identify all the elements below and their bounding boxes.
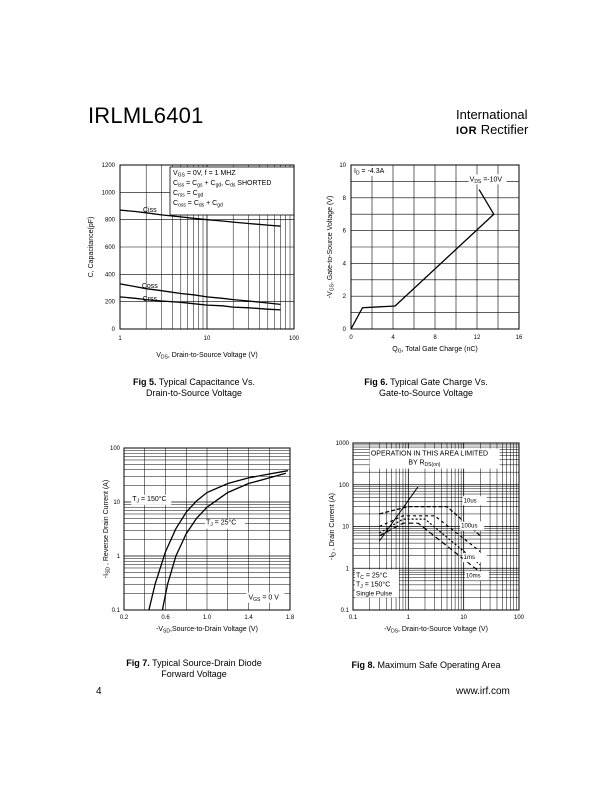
legend-line-2: $C_{iss} = C_{gs} + C_{gd}$, $C_{ds}$ SHORTED bbox=[173, 180, 272, 189]
source-drain-diode-chart bbox=[98, 440, 308, 640]
x-tick-label: 1.0 bbox=[202, 615, 212, 621]
x-axis-label: $-V_{SD},Source-to$-Drain Voltage (V) bbox=[156, 626, 258, 635]
y-tick-label: 1000 bbox=[101, 190, 115, 197]
x-tick-label: 1.4 bbox=[244, 615, 253, 621]
x-tick-label: 1 bbox=[118, 336, 122, 342]
x-tick-label: 10 bbox=[203, 336, 211, 342]
annotation-id: $I_D = -4.3A$ bbox=[354, 168, 385, 177]
x-tick-label: 0.2 bbox=[119, 615, 129, 621]
fig7-label: Fig 7. bbox=[126, 658, 150, 668]
fig5-text: Typical Capacitance Vs. bbox=[158, 377, 255, 387]
x-tick-label: 4 bbox=[391, 335, 395, 341]
y-axis-label: $-I_D$ , Drain Current (A) bbox=[329, 492, 338, 561]
y-tick-label: 1 bbox=[345, 566, 349, 573]
x-tick-label: 100 bbox=[288, 336, 300, 342]
y-tick-label: 800 bbox=[104, 217, 115, 224]
fig6-text: Typical Gate Charge Vs. bbox=[390, 377, 488, 387]
y-tick-label: 8 bbox=[342, 195, 346, 202]
fig8-label: Fig 8. bbox=[351, 660, 375, 670]
capacitance-chart bbox=[80, 155, 310, 365]
page-number: 4 bbox=[96, 686, 102, 697]
y-tick-label: 1000 bbox=[335, 441, 349, 447]
x-tick-label: 0 bbox=[349, 335, 353, 341]
fig6-label: Fig 6. bbox=[364, 377, 388, 387]
x-tick-label: 0.6 bbox=[161, 615, 170, 621]
y-tick-label: 200 bbox=[104, 299, 115, 306]
annotation-vds: $V_{DS} =-10V$ bbox=[469, 176, 503, 185]
fig7-text2: Forward Voltage bbox=[161, 669, 227, 679]
x-tick-label: 1.8 bbox=[285, 615, 295, 621]
series-label-10ms: 10ms bbox=[465, 573, 481, 580]
y-tick-label: 10 bbox=[113, 500, 120, 506]
x-tick-label: 12 bbox=[473, 335, 481, 341]
annotation-tj: $T_J = 150^\circ C$ bbox=[356, 581, 391, 591]
y-tick-label: 6 bbox=[342, 228, 346, 235]
y-tick-label: 100 bbox=[338, 482, 349, 489]
ior-logo-mark: IOR bbox=[456, 125, 478, 137]
y-tick-label: 0 bbox=[342, 327, 346, 333]
fig7-caption bbox=[104, 658, 284, 680]
fig8-text: Maximum Safe Operating Area bbox=[377, 660, 501, 670]
series-line-tj150 bbox=[149, 471, 288, 610]
y-tick-label: 4 bbox=[342, 261, 346, 268]
x-tick-label: 16 bbox=[515, 335, 523, 341]
annotation-limit-line1: OPERATION IN THIS AREA LIMITED bbox=[370, 450, 489, 458]
part-number: IRLML6401 bbox=[88, 103, 204, 128]
fig6-text2: Gate-to-Source Voltage bbox=[378, 388, 474, 398]
fig5-caption bbox=[104, 377, 284, 399]
annotation-limit-line2: BY $R_{DS(on)}$ bbox=[408, 459, 441, 469]
x-tick-label: 1 bbox=[406, 615, 411, 621]
fig5-label: Fig 5. bbox=[133, 377, 157, 387]
annotation-vgs: $V_{GS} = 0$ V bbox=[248, 594, 279, 604]
y-axis-label: $-I_{SD}$ , Reverse Drain Current (A) bbox=[103, 479, 112, 579]
company-logo-line2 bbox=[456, 122, 528, 137]
series-line-100us bbox=[379, 516, 480, 552]
website-url: www.irf.com bbox=[456, 686, 510, 697]
y-axis-label: C, Capacitance(pF) bbox=[88, 216, 95, 278]
fig8-caption bbox=[326, 660, 526, 671]
series-line-10us bbox=[379, 507, 480, 536]
y-tick-label: 600 bbox=[104, 245, 115, 251]
safe-operating-area-chart bbox=[320, 440, 530, 640]
gate-charge-chart bbox=[320, 155, 530, 365]
y-tick-label: 100 bbox=[109, 446, 120, 452]
y-tick-label: 10 bbox=[342, 524, 349, 531]
x-tick-label: 0.1 bbox=[348, 615, 358, 621]
y-tick-label: 1 bbox=[116, 554, 120, 560]
legend-line-1: $V_{GS} = 0V$, f = 1 MHZ bbox=[173, 170, 236, 179]
y-tick-label: 0.1 bbox=[111, 608, 120, 614]
annotation-single-pulse: Single Pulse bbox=[356, 590, 393, 598]
annotation-tc: $T_C = 25^\circ C$ bbox=[356, 572, 388, 582]
y-tick-label: 400 bbox=[104, 272, 115, 279]
x-axis-label: $Q_G$, Total Gate Charge (nC) bbox=[392, 346, 478, 355]
x-axis-label: $V_{DS}$, Drain-to-Source Voltage (V) bbox=[156, 352, 258, 361]
company-logo-line1: International bbox=[456, 107, 528, 122]
series-label-coss: Coss bbox=[141, 283, 158, 290]
series-label-ciss: Ciss bbox=[142, 207, 157, 215]
series-label-10us: 10us bbox=[463, 498, 477, 505]
series-label-tj150: $T_J = 150^\circ C$ bbox=[132, 495, 167, 505]
series-line-vds bbox=[351, 190, 494, 329]
y-tick-label: 0.1 bbox=[340, 608, 349, 614]
legend-line-4: $C_{oss} = C_{ds} + C_{gd}$ bbox=[173, 200, 223, 209]
series-line-tj25 bbox=[162, 473, 285, 610]
series-label-1ms: 1ms bbox=[463, 555, 476, 562]
fig6-caption bbox=[336, 377, 516, 399]
y-tick-label: 10 bbox=[339, 163, 346, 169]
y-tick-label: 1200 bbox=[101, 163, 115, 169]
x-tick-label: 8 bbox=[433, 335, 437, 341]
x-tick-label: 10 bbox=[460, 615, 468, 621]
series-label-100us: 100us bbox=[461, 523, 478, 530]
fig5-text2: Drain-to-Source Voltage bbox=[145, 388, 243, 398]
y-tick-label: 0 bbox=[111, 327, 115, 333]
rectifier-text: Rectifier bbox=[480, 122, 529, 137]
y-tick-label: 2 bbox=[342, 294, 346, 301]
x-tick-label: 100 bbox=[513, 615, 525, 621]
legend-line-3: $C_{rss} = C_{gd}$ bbox=[173, 190, 204, 199]
fig7-text: Typical Source-Drain Diode bbox=[152, 658, 262, 668]
series-label-crss: Crss bbox=[142, 295, 157, 303]
series-label-tj25: $T_J = 25^\circ C$ bbox=[205, 519, 237, 529]
x-axis-label: $-V_{DS}$, Drain-to-Source Voltage (V) bbox=[384, 626, 488, 635]
y-axis-label: $-V_{GS}$, Gate-to-Source Voltage (V) bbox=[327, 195, 336, 299]
